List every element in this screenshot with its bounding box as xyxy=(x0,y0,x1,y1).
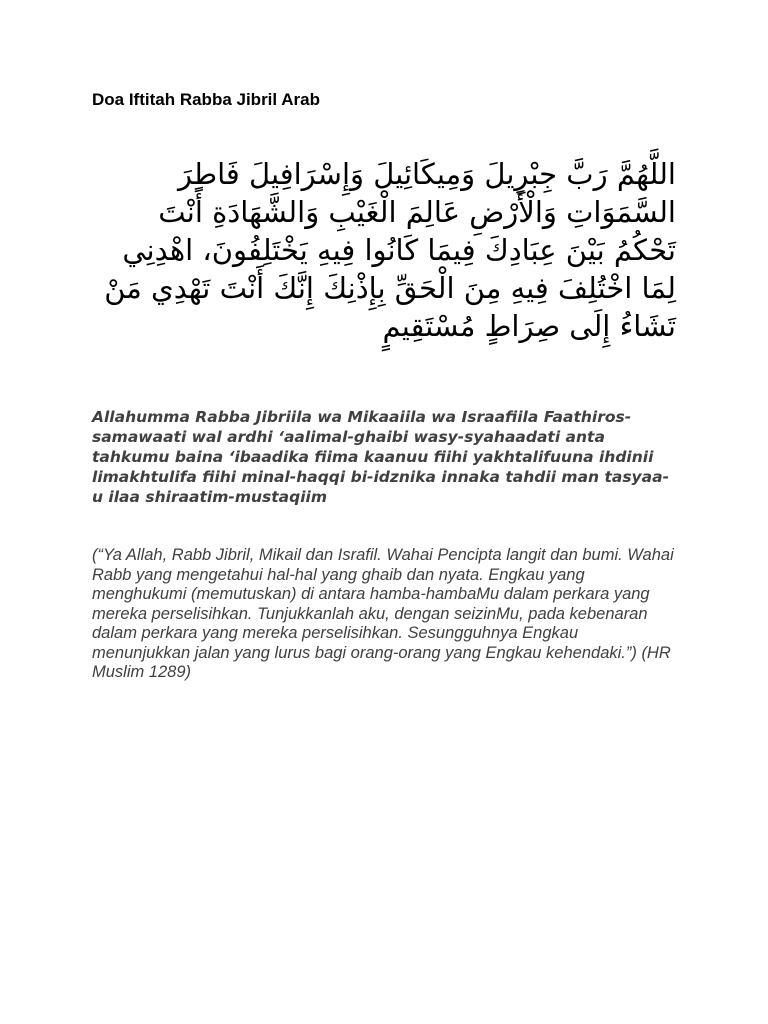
document-title: Doa Iftitah Rabba Jibril Arab xyxy=(92,90,320,109)
arabic-prayer-text: اللَّهُمَّ رَبَّ جِبْرِيلَ وَمِيكَائِيلَ وَإِسْرَافِيلَ فَاطِرَ السَّمَوَاتِ وَالْأَرْضِ عَالِمَ الْغَيْبِ وَالشَّهَادَةِ أَنْتَ تَحْكُمُ بَيْنَ عِبَادِكَ فِيمَا كَانُوا فِيهِ يَخْتَلِفُونَ، اهْدِنِي لِمَا اخْتُلِفَ فِيهِ مِنَ الْحَقِّ بِإِذْنِكَ إِنَّكَ أَنْتَ تَهْدِي مَنْ تَشَاءُ إِلَى صِرَاطٍ مُسْتَقِيمٍ xyxy=(104,157,676,343)
translation-text: (“Ya Allah, Rabb Jibril, Mikail dan Israfil. Wahai Pencipta langit dan bumi. Wahai Rabb yang mengetahui hal-hal yang ghaib dan nyata. Engkau yang menghukumi (memutuskan) di antara hamba-hambaMu dalam perkara yang mereka perselisihkan. Tunjukkanlah aku, dengan seizinMu, pada kebenaran dalam perkara yang mereka perselisihkan. Sesungguhnya Engkau menunjukkan jalan yang lurus bagi orang-orang yang Engkau kehendaki.”) (HR Muslim 1289) xyxy=(92,546,674,681)
transliteration-text: Allahumma Rabba Jibriila wa Mikaaiila wa Israafiila Faathiros-samawaati wal ardhi ‘aalimal-ghaibi wasy-syahaadati anta tahkumu baina ‘ibaadika fiima kaanuu fiihi yakhtalifuuna ihdinii limakhtulifa fiihi minal-haqqi bi-idznika innaka tahdii man tasyaa-u ilaa shiraatim-mustaqiim xyxy=(92,408,670,506)
